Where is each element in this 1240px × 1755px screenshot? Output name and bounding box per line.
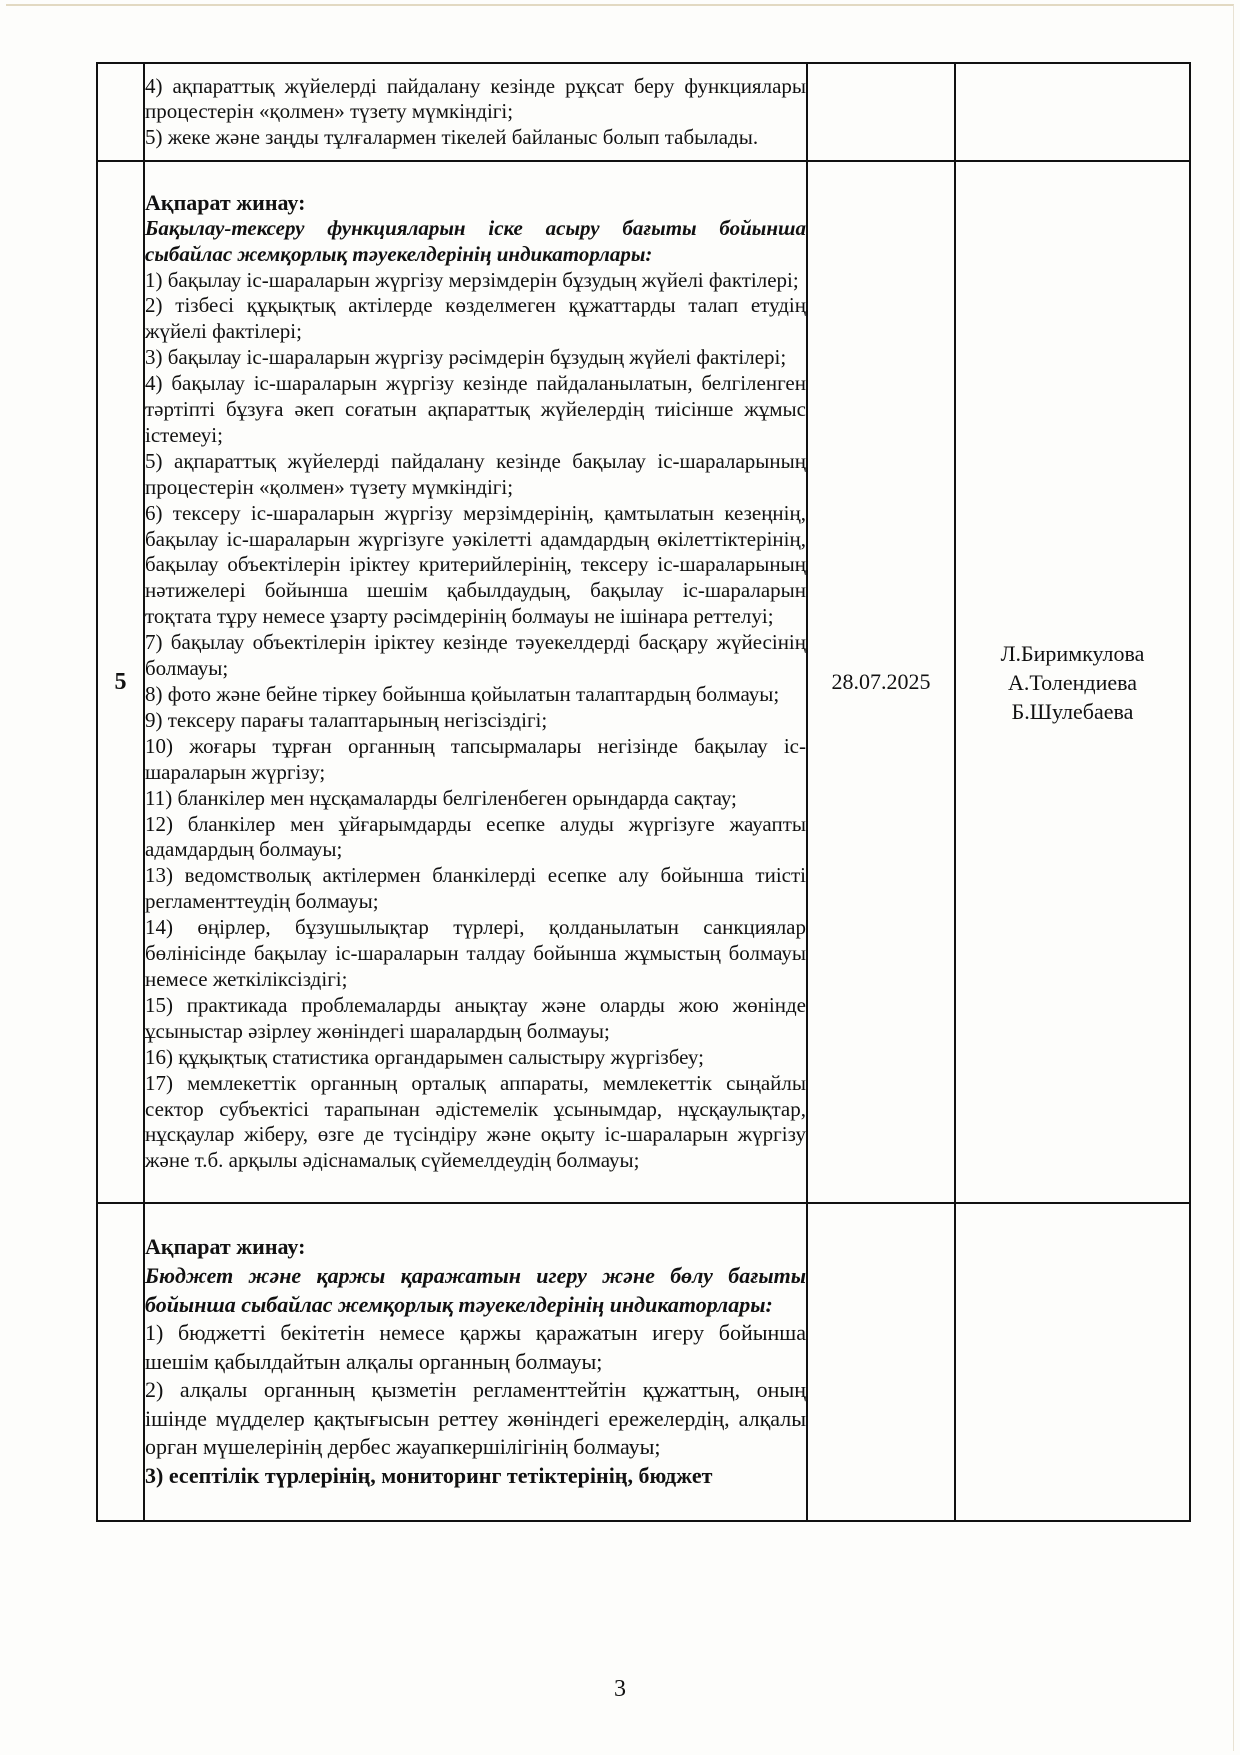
list-item: 10) жоғары тұрған органның тапсырмалары негізінде бақылау іс-шараларын жүргізу; <box>145 733 806 784</box>
list-item: 15) практикада проблемаларды анықтау және оларды жою жөнінде ұсыныстар әзірлеу жөніндегі шаралардың болмауы; <box>145 992 806 1043</box>
page-number: 3 <box>614 1676 626 1702</box>
list-item: 2) алқалы органның қызметін регламенттейтін құжаттың, оның ішінде мүдделер қақтығысын реттеу жөніндегі ережелердің, алқалы орган мүшелерінің дербес жауапкершілігінің болмауы; <box>145 1377 806 1460</box>
responsible-cell <box>955 1203 1190 1521</box>
deadline-cell <box>807 1203 955 1521</box>
list-item: 17) мемлекеттік органның орталық аппараты, мемлекеттік сыңайлы сектор субъектісі тарапынан әдістемелік ұсынымдар, нұсқаулықтар, нұсқаулар жіберу, өзге де түсіндіру және оқыту іс-шараларын жүргізу және т.б. арқылы әдіснамалық сүйемелдеудің болмауы; <box>145 1070 806 1173</box>
responsible-name: Б.Шулебаева <box>1011 698 1134 724</box>
plan-table <box>96 62 1191 1522</box>
list-item: 7) бақылау объектілерін іріктеу кезінде тәуекелдерді басқару жүйесінің болмауы; <box>145 630 806 681</box>
list-item: 12) бланкілер мен ұйғарымдарды есепке алуды жүргізуге жауапты адамдардың болмауы; <box>145 811 806 862</box>
responsible-cell <box>955 63 1190 161</box>
list-item: 4) ақпараттық жүйелерді пайдалану кезінде рұқсат беру функциялары процестерін «қолмен» түзету мүмкіндігі; <box>145 73 806 124</box>
list-item: 3) бақылау іс-шараларын жүргізу рәсімдерін бұзудың жүйелі фактілері; <box>145 345 787 370</box>
responsible-cell <box>955 161 1190 1203</box>
list-item: 9) тексеру парағы талаптарының негізсіздігі; <box>145 707 548 732</box>
list-item: 1) бақылау іс-шараларын жүргізу мерзімдерін бұзудың жүйелі фактілері; <box>145 267 799 292</box>
list-item: 13) ведомстволық актілермен бланкілерді есепке алу бойынша тиісті регламенттеудің болмауы; <box>145 863 806 914</box>
section-subheading: Бюджет және қаржы қаражатын игеру және бөлу бағыты бойынша сыбайлас жемқорлық тәуекелдерінің индикаторлары: <box>145 1262 806 1317</box>
list-item: 4) бақылау іс-шараларын жүргізу кезінде пайдаланылатын, белгіленген тәртіпті бұзуға әкеп соғатын ақпараттық жүйелердің тиісінше жұмыс істемеуі; <box>145 371 806 447</box>
table-row <box>97 63 1190 161</box>
section-heading: Ақпарат жинау: <box>145 189 306 215</box>
deadline-cell <box>807 63 955 161</box>
list-item: 11) бланкілер мен нұсқамаларды белгіленбеген орындарда сақтау; <box>145 785 737 810</box>
list-item: 6) тексеру іс-шараларын жүргізу мерзімдерінің, қамтылатын кезеңнің, бақылау іс-шараларын жүргізуге уәкілетті адамдардың өкілеттіктерінің, бақылау объектілерін іріктеу критерийлерінің, тексеру іс-шараларының нәтижелері бойынша шешім қабылдаудың, бақылау іс-шараларын тоқтата тұру немесе ұзарту рәсімдерінің болмауы не ішінара реттелуі; <box>145 500 806 629</box>
responsible-name: А.Толендиева <box>1008 669 1137 695</box>
list-item: 16) құқықтық статистика органдарымен салыстыру жүргізбеу; <box>145 1044 704 1069</box>
row-number: 5 <box>97 161 144 1203</box>
table-row <box>97 161 1190 1203</box>
section-subheading: Бақылау-тексеру функцияларын іске асыру бағыты бойынша сыбайлас жемқорлық тәуекелдерінің индикаторлары: <box>145 215 806 266</box>
measure-cell <box>144 1203 807 1521</box>
list-item: 3) есептілік түрлерінің, мониторинг тетіктерінің, бюджет <box>145 1463 713 1489</box>
measure-cell <box>144 63 807 161</box>
row-number <box>97 63 144 161</box>
deadline-cell: 28.07.2025 <box>807 161 955 1203</box>
measure-cell <box>144 161 807 1203</box>
list-item: 1) бюджетті бекітетін немесе қаржы қаражатын игеру бойынша шешім қабылдайтын алқалы органның болмауы; <box>145 1320 806 1374</box>
list-item: 14) өңірлер, бұзушылықтар түрлері, қолданылатын санкциялар бөлінісінде бақылау іс-шараларын талдау бойынша жұмыстың болмауы немесе жеткіліксіздігі; <box>145 915 806 991</box>
responsible-name: Л.Биримкулова <box>1000 640 1145 666</box>
section-heading: Ақпарат жинау: <box>145 1234 306 1260</box>
list-item: 5) жеке және заңды тұлғалармен тікелей байланыс болып табылады. <box>145 124 759 149</box>
list-item: 2) тізбесі құқықтық актілерде көзделмеген құжаттарды талап етудің жүйелі фактілері; <box>145 293 806 344</box>
row-number <box>97 1203 144 1521</box>
list-item: 5) ақпараттық жүйелерді пайдалану кезінде бақылау іс-шараларының процестерін «қолмен» түзету мүмкіндігі; <box>145 448 806 499</box>
table-row <box>97 1203 1190 1521</box>
list-item: 8) фото және бейне тіркеу бойынша қойылатын талаптардың болмауы; <box>145 682 780 706</box>
